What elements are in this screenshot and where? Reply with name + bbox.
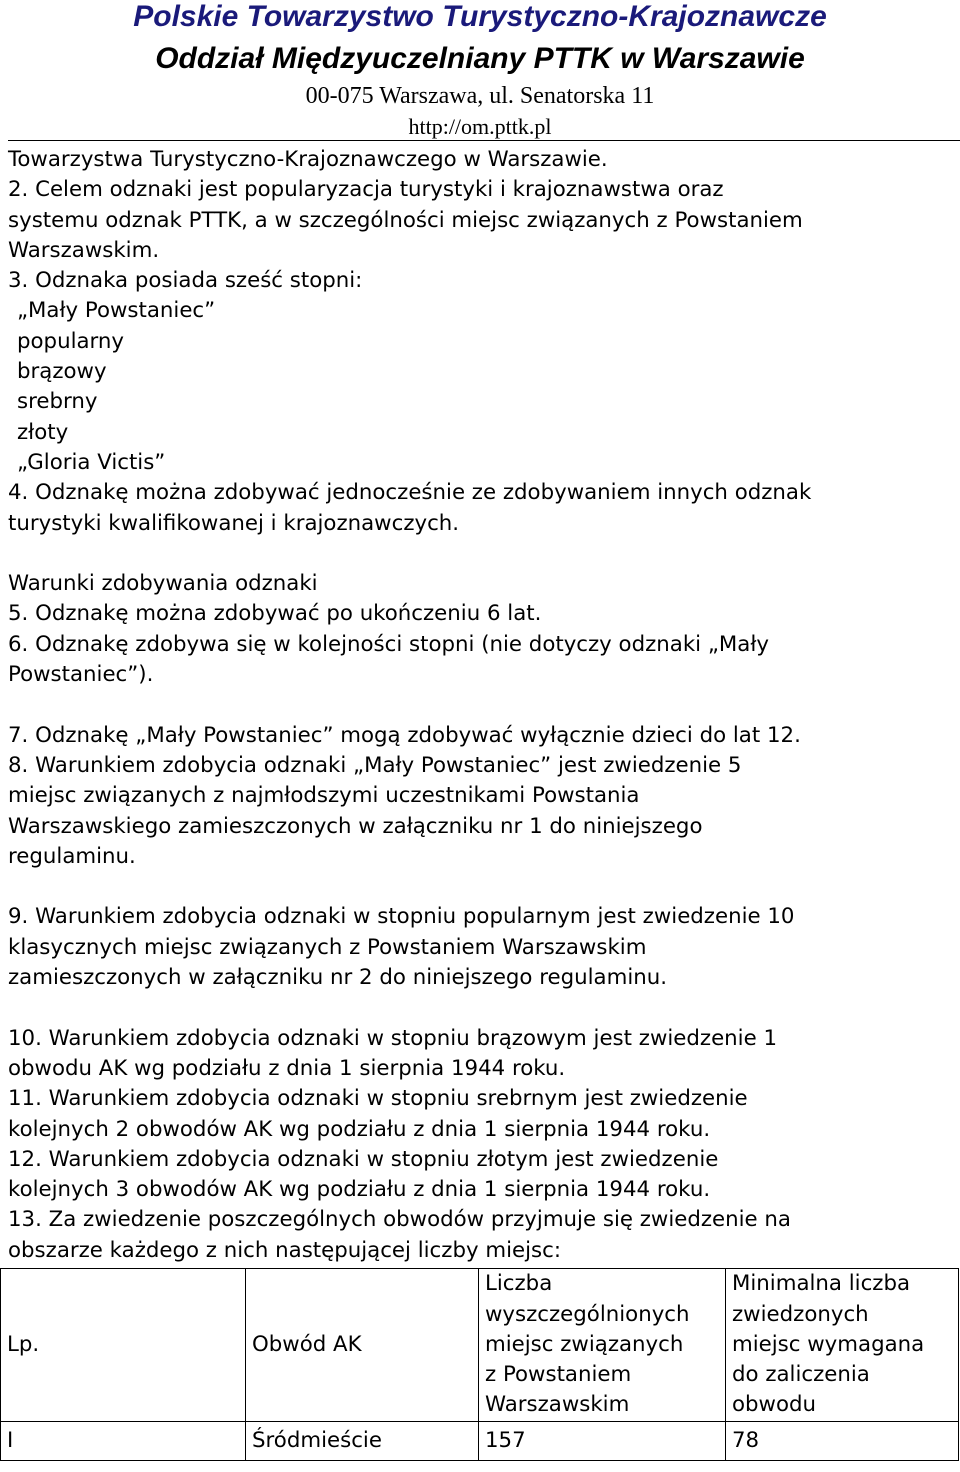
header-lp [1, 1269, 246, 1422]
header-cell-line: Warszawskim [485, 1392, 630, 1418]
cell-obwod: Śródmieście [246, 1422, 479, 1461]
organization-name: Polskie Towarzystwo Turystyczno-Krajoznawcze [133, 0, 827, 33]
text-line: regulaminu. [8, 843, 136, 869]
text-line: kolejnych 2 obwodów AK wg podziału z dnia 1 sierpnia 1944 roku. [8, 1116, 711, 1142]
header-cell-line: wyszczególnionych [485, 1301, 690, 1327]
header-cell-line: z Powstaniem [485, 1362, 632, 1388]
address: 00-075 Warszawa, ul. Senatorska 11 [305, 83, 655, 109]
header-cell-line: Obwód AK [252, 1331, 362, 1357]
document-header [0, 0, 960, 142]
cell-lp: I [1, 1422, 246, 1461]
text-line: klasycznych miejsc związanych z Powstaniem Warszawskim [8, 934, 647, 960]
text-line: turystyki kwalifikowanej i krajoznawczych. [8, 510, 460, 536]
text-line: Warunki zdobywania odznaki [8, 571, 318, 597]
header-cell-line: miejsc wymagana [732, 1331, 925, 1357]
text-line: miejsc związanych z najmłodszymi uczestnikami Powstania [8, 783, 640, 809]
header-cell-line: Lp. [7, 1331, 40, 1357]
header-cell-line: miejsc związanych [485, 1331, 684, 1357]
header-cell-line: zwiedzonych [732, 1301, 869, 1327]
cell-places-count: 157 [479, 1422, 726, 1461]
text-line: Powstaniec”). [8, 662, 154, 688]
text-line: 12. Warunkiem zdobycia odznaki w stopniu złotym jest zwiedzenie [8, 1146, 719, 1172]
text-line: Warszawskiego zamieszczonych w załączniku nr 1 do niniejszego [8, 813, 703, 839]
header-min-visited [726, 1269, 959, 1422]
blank-line [8, 993, 958, 1023]
regulation-text [8, 145, 958, 1266]
website-link[interactable]: http://om.pttk.pl [408, 114, 552, 139]
text-line: popularny [17, 328, 125, 354]
text-line: zamieszczonych w załączniku nr 2 do niniejszego regulaminu. [8, 965, 668, 991]
header-cell-line: Minimalna liczba [732, 1271, 911, 1297]
text-line: 5. Odznakę można zdobywać po ukończeniu 6 lat. [8, 601, 542, 627]
header-cell-line: Liczba [485, 1271, 553, 1297]
districts-table [0, 1268, 959, 1461]
header-cell-line: obwodu [732, 1392, 817, 1418]
text-line: Warszawskim. [8, 237, 160, 263]
text-line: 11. Warunkiem zdobycia odznaki w stopniu srebrnym jest zwiedzenie [8, 1086, 748, 1112]
text-line: 3. Odznaka posiada sześć stopni: [8, 268, 363, 294]
header-obwod [246, 1269, 479, 1422]
text-line: Towarzystwa Turystyczno-Krajoznawczego w Warszawie. [8, 147, 608, 172]
blank-line [8, 872, 958, 902]
text-line: „Mały Powstaniec” [17, 298, 216, 324]
header-cell-line: do zaliczenia [732, 1362, 870, 1388]
blank-line [8, 539, 958, 569]
text-line: 8. Warunkiem zdobycia odznaki „Mały Powstaniec” jest zwiedzenie 5 [8, 752, 742, 778]
text-line: 7. Odznakę „Mały Powstaniec” mogą zdobywać wyłącznie dzieci do lat 12. [8, 722, 801, 748]
table-row [1, 1422, 959, 1461]
text-line: kolejnych 3 obwodów AK wg podziału z dnia 1 sierpnia 1944 roku. [8, 1177, 711, 1203]
text-line: 13. Za zwiedzenie poszczególnych obwodów przyjmuje się zwiedzenie na [8, 1207, 791, 1233]
text-line: srebrny [17, 389, 98, 415]
text-line: złoty [17, 419, 69, 445]
text-line: 6. Odznakę zdobywa się w kolejności stopni (nie dotyczy odznaki „Mały [8, 631, 769, 657]
branch-name: Oddział Międzyuczelniany PTTK w Warszawie [155, 42, 805, 75]
text-line: brązowy [17, 359, 107, 385]
table-header-row [1, 1269, 959, 1422]
cell-min-visited: 78 [726, 1422, 959, 1461]
header-divider [8, 140, 960, 141]
text-line: obwodu AK wg podziału z dnia 1 sierpnia 1944 roku. [8, 1055, 566, 1081]
text-line: obszarze każdego z nich następującej liczby miejsc: [8, 1237, 562, 1263]
header-places-count [479, 1269, 726, 1422]
text-line: „Gloria Victis” [17, 449, 166, 475]
text-line: 2. Celem odznaki jest popularyzacja turystyki i krajoznawstwa oraz [8, 177, 724, 203]
text-line: 4. Odznakę można zdobywać jednocześnie ze zdobywaniem innych odznak [8, 480, 812, 506]
text-line: 10. Warunkiem zdobycia odznaki w stopniu brązowym jest zwiedzenie 1 [8, 1025, 778, 1051]
blank-line [8, 690, 958, 720]
text-line: systemu odznak PTTK, a w szczególności miejsc związanych z Powstaniem [8, 207, 803, 233]
text-line: 9. Warunkiem zdobycia odznaki w stopniu popularnym jest zwiedzenie 10 [8, 904, 795, 930]
